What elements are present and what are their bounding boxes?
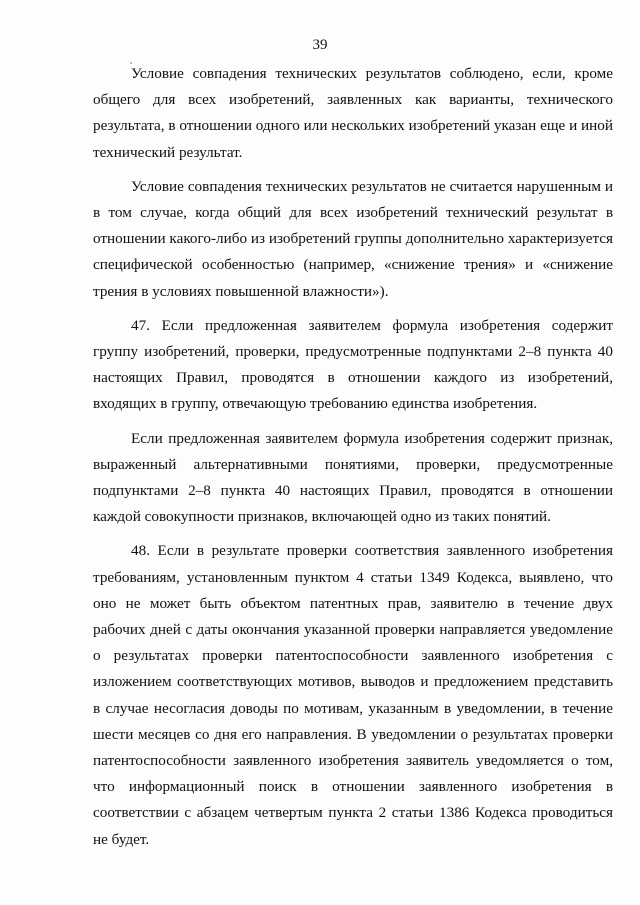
paragraph-alternative-features: Если предложенная заявителем формула изобретения содержит признак, выраженный альтернативными понятиями, проверки, предусмотренные подпунктами 2–8 пункта 40 настоящих Правил, проводятся в отношении каждой совокупности признаков, включающей одно из таких понятий. (93, 429, 613, 526)
page-number: 39 (312, 37, 328, 53)
paragraph-47: 47. Если предложенная заявителем формула изобретения содержит группу изобретений, проверки, предусмотренные подпунктами 2–8 пункта 40 настоящих Правил, проводятся в отношении каждого из изобретений, входящих в группу, отвечающую требованию единства изобретения. (93, 316, 613, 413)
paragraph-results-match: Условие совпадения технических результатов соблюдено, если, кроме общего для всех изобретений, заявленных как варианты, технического результата, в отношении одного или нескольких изобретений указан еще и иной технический результат. (93, 65, 613, 161)
paragraph-results-not-violated: Условие совпадения технических результатов не считается нарушенным и в том случае, когда общий для всех изобретений технический результат в отношении какого-либо из изобретений группы дополнительно характеризуется специфической особенностью (например, «снижение трения» и «снижение трения в условиях повышенной влажности»). (93, 177, 613, 300)
page-body (93, 61, 613, 853)
paragraph-48: 48. Если в результате проверки соответствия заявленного изобретения требованиям, установленным пунктом 4 статьи 1349 Кодекса, выявлено, что оно не может быть объектом патентных прав, заявителю в течение двух рабочих дней с даты окончания указанной проверки направляется уведомление о результатах проверки патентоспособности заявленного изобретения с изложением соответствующих мотивов, выводов и предложением представить в случае несогласия доводы по мотивам, указанным в уведомлении, в течение шести месяцев со дня его направления. В уведомлении о результатах проверки патентоспособности заявленного изобретения заявитель уведомляется о том, что информационный поиск в отношении заявленного изобретения в соответствии с абзацем четвертым пункта 2 статьи 1386 Кодекса проводиться не будет. (93, 542, 613, 848)
